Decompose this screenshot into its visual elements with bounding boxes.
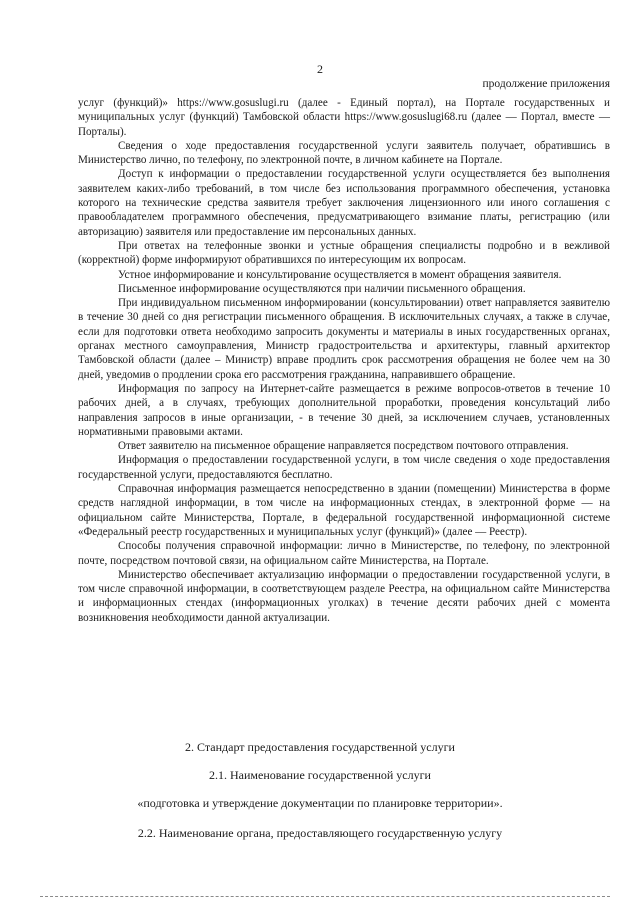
- paragraph: Справочная информация размещается непосредственно в здании (помещении) Министерства в форме средств наглядной информации, в том числе на информационных стендах, в электронной форме — на официальном сайте Министерства, Портале, в федеральной государственной информационной системе «Федеральный реестр государственных и муниципальных услуг (функций)» (далее — Реестр).: [78, 483, 610, 538]
- paragraph: Информация по запросу на Интернет-сайте размещается в режиме вопросов-ответов в течение 10 рабочих дней, а в случаях, требующих дополнительной проработки, проведения консультаций либо направления запросов в иные организации, - в течение 30 дней, за исключением случаев, установленных нормативными правовыми актами.: [78, 382, 610, 438]
- paragraph: При индивидуальном письменном информировании (консультировании) ответ направляется заявителю в течение 30 дней со дня регистрации письменного обращения. В исключительных случаях, а также в случае, если для подготовки ответа необходимо запросить документы и материалы в иных государственных органах, органах местного самоуправления, Министр градостроительства и архитектуры, главный архитектор Тамбовской области (далее – Министр) вправе продлить срок рассмотрения обращения не более чем на 30 дней, уведомив о продлении срока его рассмотрения гражданина, направившего обращение.: [78, 297, 610, 381]
- paragraph: При ответах на телефонные звонки и устные обращения специалисты подробно и в вежливой (корректной) форме информируют обратившихся по интересующим их вопросам.: [78, 239, 610, 267]
- paragraph: Письменное информирование осуществляются при наличии письменного обращения.: [118, 282, 526, 295]
- subsection-heading: 2.1. Наименование государственной услуги: [209, 768, 431, 782]
- page-number: 2: [317, 62, 323, 76]
- continuation-label: продолжение приложения: [482, 78, 610, 90]
- paragraph: Сведения о ходе предоставления государственной услуги заявитель получает, обратившись в Министерство лично, по телефону, по электронной почте, в личном кабинете на Портале.: [78, 139, 610, 167]
- section-heading: 2. Стандарт предоставления государственной услуги: [185, 740, 455, 754]
- paragraph: Доступ к информации о предоставлении государственной услуги осуществляется без выполнения заявителем каких-либо требований, в том числе без использования программного обеспечения, установка которого на технические средства заявителя требует заключения лицензионного или иного соглашения с правообладателем программного обеспечения, предусматривающего взимание платы, регистрацию (или авторизацию) заявителя или предоставление им персональных данных.: [78, 168, 610, 238]
- body-text: [78, 96, 610, 625]
- paragraph: Информация о предоставлении государственной услуги, в том числе сведения о ходе предоставления государственной услуги, предоставляются бесплатно.: [78, 454, 610, 481]
- paragraph: услуг (функций)» https://www.gosuslugi.ru (далее - Единый портал), на Портале государственных и муниципальных услуг (функций) Тамбовской области https://www.gosuslugi68.ru (далее — Портал, вместе — Порталы).: [78, 97, 610, 138]
- service-name: «подготовка и утверждение документации по планировке территории».: [137, 796, 503, 810]
- paragraph: Способы получения справочной информации: лично в Министерстве, по телефону, по электронной почте, посредством почтовой связи, на официальном сайте Министерства, на Портале.: [78, 540, 610, 567]
- paragraph: Ответ заявителю на письменное обращение направляется посредством почтового отправления.: [118, 440, 569, 453]
- subsection-heading: 2.2. Наименование органа, предоставляющего государственную услугу: [137, 826, 503, 840]
- bottom-edge-line: [40, 896, 610, 897]
- paragraph: Министерство обеспечивает актуализацию информации о предоставлении государственной услуги, в том числе справочной информации, в соответствующем разделе Реестра, на официальном сайте Министерства и информационных стендах (информационных уголках) в течение десяти рабочих дней с момента возникновения необходимости данной актуализации.: [78, 568, 610, 624]
- paragraph: Устное информирование и консультирование осуществляется в момент обращения заявителя.: [118, 268, 562, 281]
